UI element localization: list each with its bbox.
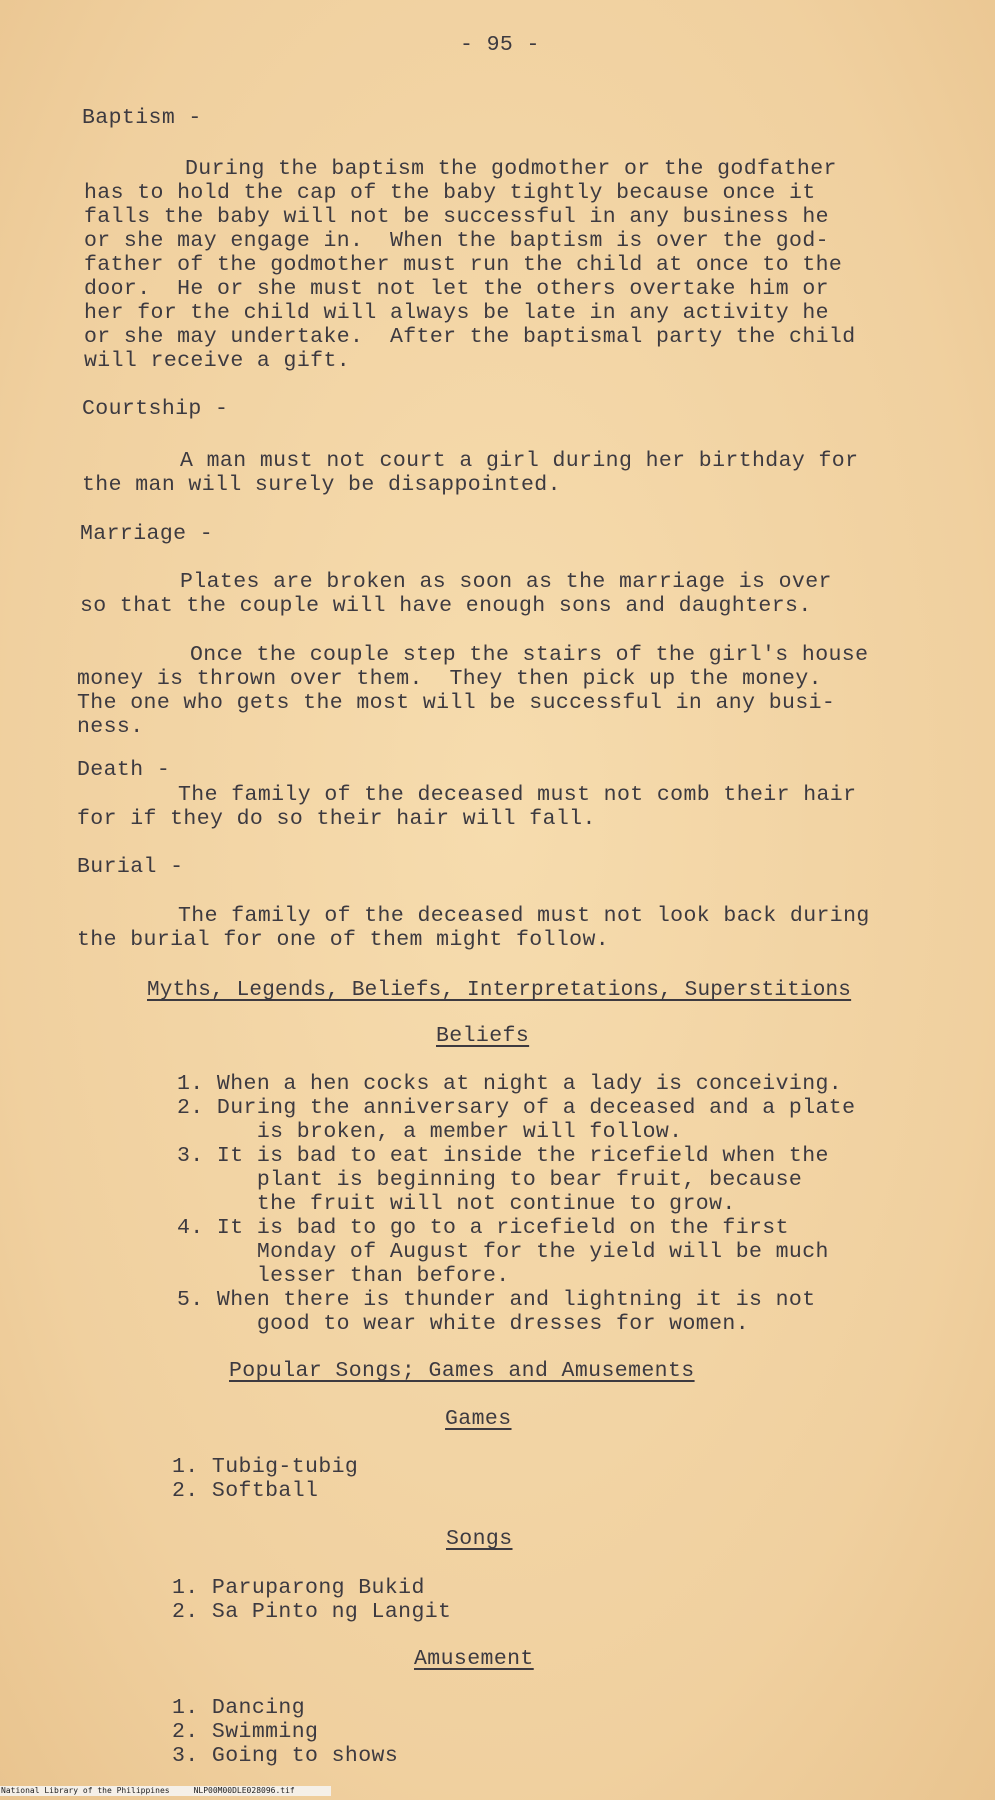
courtship-line: A man must not court a girl during her birthday for: [180, 449, 859, 473]
baptism-line: door. He or she must not let the others overtake him or: [84, 277, 829, 301]
songs-item: 1. Paruparong Bukid: [172, 1576, 425, 1600]
amusement-heading: Amusement: [414, 1647, 534, 1671]
popular-section-heading: Popular Songs; Games and Amusements: [229, 1359, 695, 1383]
burial-line: the burial for one of them might follow.: [77, 928, 610, 952]
belief-item: plant is beginning to bear fruit, because: [177, 1168, 803, 1192]
marriage-line: so that the couple will have enough sons and daughters.: [80, 594, 812, 618]
belief-item: 5. When there is thunder and lightning it is not: [177, 1288, 816, 1312]
baptism-line: During the baptism the godmother or the godfather: [185, 157, 837, 181]
baptism-heading: Baptism -: [82, 106, 202, 130]
baptism-line: or she may engage in. When the baptism is over the god-: [84, 229, 829, 253]
baptism-line: her for the child will always be late in any activity he: [84, 301, 829, 325]
games-item: 2. Softball: [172, 1479, 319, 1503]
beliefs-heading: Beliefs: [436, 1024, 530, 1048]
baptism-line: father of the godmother must run the child at once to the: [84, 253, 843, 277]
burial-line: The family of the deceased must not look back during: [178, 904, 870, 928]
songs-item: 2. Sa Pinto ng Langit: [172, 1600, 452, 1624]
games-heading: Games: [445, 1407, 512, 1431]
amusement-item: 3. Going to shows: [172, 1744, 399, 1768]
burial-heading: Burial -: [77, 855, 184, 879]
death-line: for if they do so their hair will fall.: [77, 807, 596, 831]
scan-footer: [0, 1786, 331, 1796]
page-number: - 95 -: [460, 33, 540, 57]
belief-item: 4. It is bad to go to a ricefield on the first: [177, 1216, 789, 1240]
belief-item: Monday of August for the yield will be much: [177, 1240, 829, 1264]
library-name: National Library of the Philippines: [1, 1786, 170, 1795]
marriage-line: ness.: [77, 715, 144, 739]
amusement-item: 2. Swimming: [172, 1720, 319, 1744]
belief-item: is broken, a member will follow.: [177, 1120, 683, 1144]
marriage-line: Once the couple step the stairs of the girl's house: [190, 643, 869, 667]
file-name: NLP00M00DLE028096.tif: [193, 1786, 295, 1795]
belief-item: 1. When a hen cocks at night a lady is conceiving.: [177, 1072, 843, 1096]
belief-item: the fruit will not continue to grow.: [177, 1192, 736, 1216]
songs-heading: Songs: [446, 1527, 513, 1551]
games-item: 1. Tubig-tubig: [172, 1455, 359, 1479]
marriage-line: Plates are broken as soon as the marriage is over: [180, 570, 832, 594]
belief-item: 3. It is bad to eat inside the ricefield when the: [177, 1144, 829, 1168]
belief-item: good to wear white dresses for women.: [177, 1312, 749, 1336]
myths-section-heading: Myths, Legends, Beliefs, Interpretations, Superstitions: [147, 979, 852, 1002]
baptism-line: or she may undertake. After the baptismal party the child: [84, 325, 856, 349]
marriage-line: The one who gets the most will be successful in any busi-: [77, 691, 836, 715]
death-heading: Death -: [77, 758, 171, 782]
baptism-line: has to hold the cap of the baby tightly because once it: [84, 181, 816, 205]
courtship-heading: Courtship -: [82, 397, 229, 421]
baptism-line: will receive a gift.: [84, 349, 351, 373]
marriage-line: money is thrown over them. They then pick up the money.: [77, 667, 822, 691]
belief-item: 2. During the anniversary of a deceased and a plate: [177, 1096, 856, 1120]
amusement-item: 1. Dancing: [172, 1696, 306, 1720]
marriage-heading: Marriage -: [80, 522, 214, 546]
courtship-line: the man will surely be disappointed.: [82, 473, 561, 497]
belief-item: lesser than before.: [177, 1264, 510, 1288]
baptism-line: falls the baby will not be successful in any business he: [84, 205, 829, 229]
death-line: The family of the deceased must not comb their hair: [178, 783, 857, 807]
